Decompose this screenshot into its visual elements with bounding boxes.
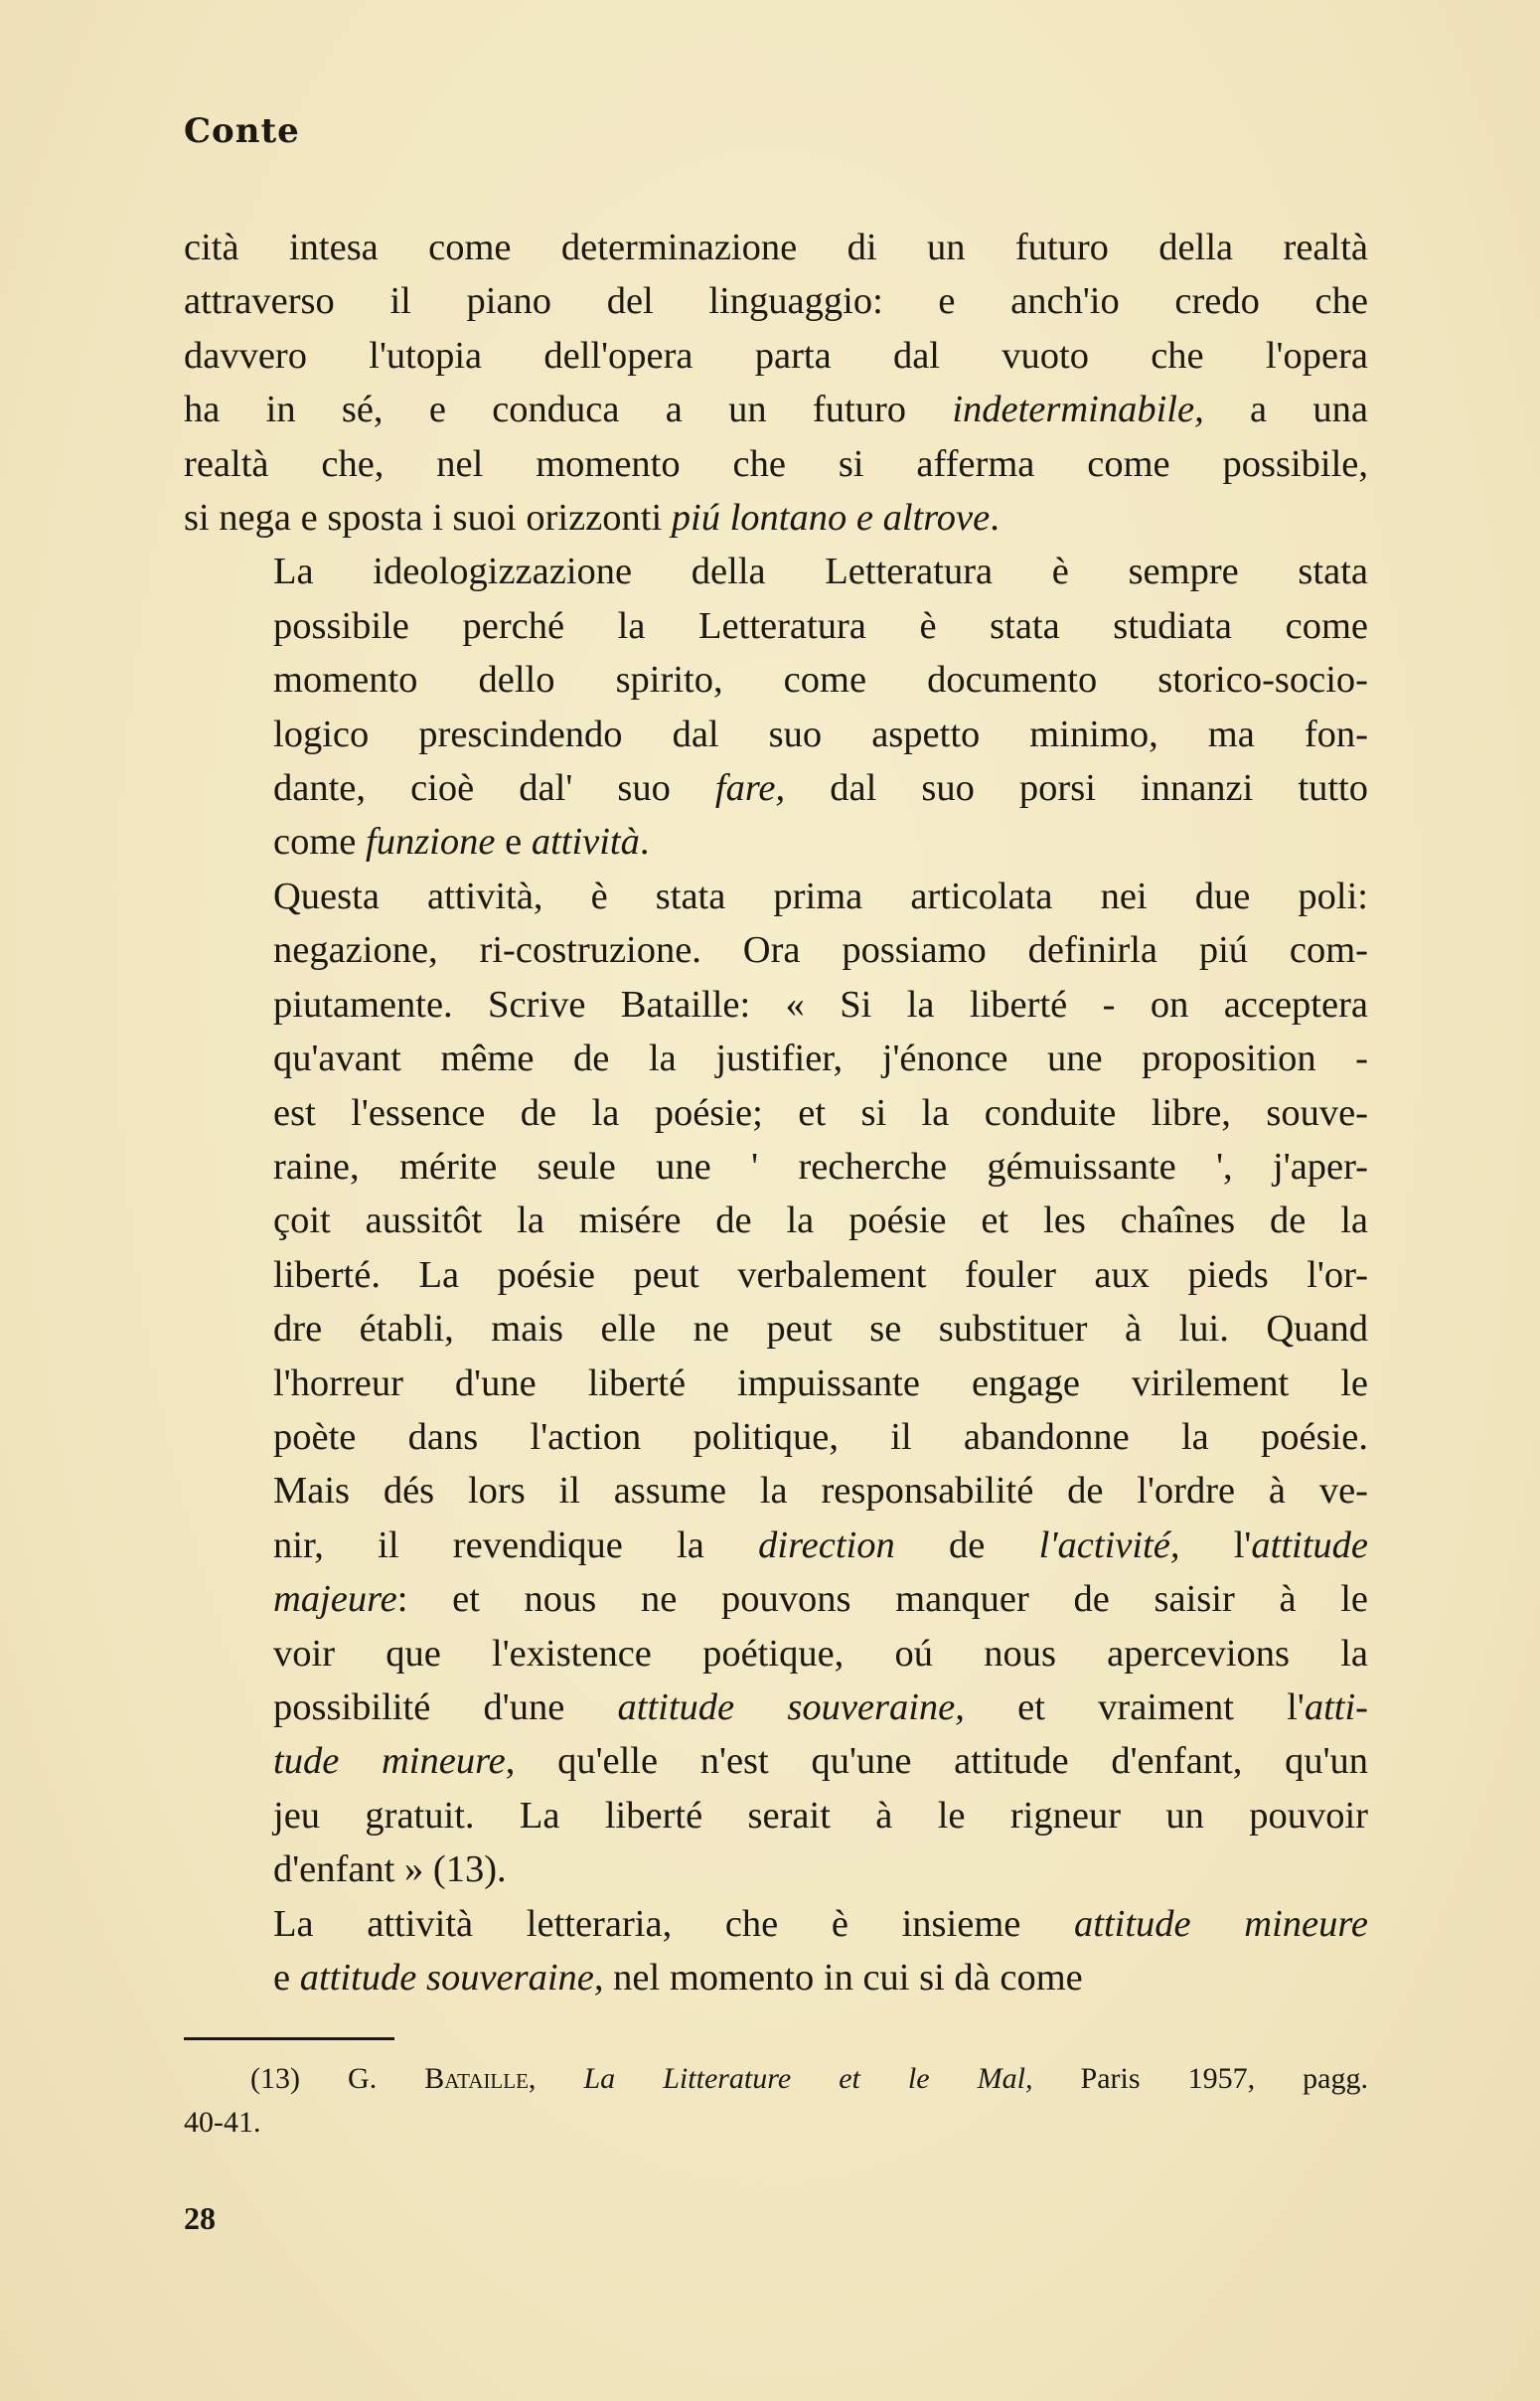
text-span: l'horreur d'une liberté impuissante engage virilement le <box>273 1361 1368 1404</box>
text-line <box>273 1572 1368 1626</box>
paragraph <box>184 221 1368 545</box>
text-line <box>273 1194 1368 1247</box>
text-span: come <box>273 821 366 864</box>
text-span: et vraiment l' <box>964 1685 1305 1728</box>
text-span: . <box>639 821 650 864</box>
italic-span: attitude souveraine, <box>299 1957 604 1999</box>
text-line <box>273 1519 1368 1572</box>
text-span: nel momento in cui si dà come <box>603 1957 1083 1999</box>
text-span: (13) G. <box>250 2062 425 2095</box>
paragraph <box>184 1897 1368 2005</box>
text-line <box>273 1681 1368 1734</box>
page-number: 28 <box>184 2200 216 2236</box>
text-span: piutamente. Scrive Bataille: « Si la liberté - on acceptera <box>273 983 1368 1026</box>
text-span: La attività letteraria, che è insieme <box>273 1902 1074 1945</box>
italic-span: La Litterature et le Mal, <box>583 2062 1033 2095</box>
paragraph <box>184 870 1368 1897</box>
text-span: a una <box>1203 389 1368 431</box>
text-line <box>273 1734 1368 1788</box>
text-line <box>184 329 1368 383</box>
text-span: l' <box>1179 1523 1252 1566</box>
text-span: . <box>990 497 1000 540</box>
text-line <box>273 1086 1368 1140</box>
text-span: dre établi, mais elle ne peut se substituer à lui. Quand <box>273 1308 1368 1351</box>
text-line <box>273 1789 1368 1842</box>
italic-span: majeure <box>273 1578 397 1621</box>
text-span: nir, il revendique la <box>273 1523 759 1566</box>
italic-span: funzione <box>366 821 496 864</box>
text-span: dal suo porsi innanzi tutto <box>785 767 1368 810</box>
text-line <box>273 815 1368 869</box>
text-span: poète dans l'action politique, il abandonne la poésie. <box>273 1415 1368 1458</box>
text-span: logico prescindendo dal suo aspetto minimo, ma fon- <box>273 713 1368 755</box>
text-span: Paris 1957, pagg. <box>1032 2062 1369 2095</box>
text-span: e <box>273 1957 300 1999</box>
text-span: : et nous ne pouvons manquer de saisir à le <box>396 1578 1368 1621</box>
text-span: voir que l'existence poétique, oú nous apercevions la <box>273 1632 1368 1675</box>
text-span: si nega e sposta i suoi orizzonti <box>184 497 672 540</box>
text-span <box>536 2062 583 2095</box>
italic-span: attività <box>531 821 640 864</box>
text-line <box>184 221 1368 274</box>
text-line <box>273 1248 1368 1302</box>
text-span: , qu'elle n'est qu'une attitude d'enfant, qu'un <box>505 1740 1369 1783</box>
text-line <box>273 1032 1368 1085</box>
text-span: 40-41. <box>184 2106 261 2139</box>
italic-span: piú lontano e altrove <box>671 497 991 540</box>
italic-span: atti- <box>1304 1685 1368 1728</box>
text-span: possibilité d'une <box>273 1685 618 1728</box>
text-line <box>184 2101 1368 2145</box>
text-line <box>184 383 1368 436</box>
text-span: negazione, ri-costruzione. Ora possiamo definirla piú com- <box>273 929 1368 972</box>
text-span: jeu gratuit. La liberté serait à le rigneur un pouvoir <box>273 1794 1368 1837</box>
text-span: momento dello spirito, come documento storico-socio- <box>273 659 1368 702</box>
text-span: liberté. La poésie peut verbalement fouler aux pieds l'or- <box>273 1253 1368 1296</box>
text-span: çoit aussitôt la misére de la poésie et les chaînes de la <box>273 1200 1368 1242</box>
text-span: possibile perché la Letteratura è stata studiata come <box>273 604 1368 647</box>
text-line <box>184 437 1368 491</box>
text-line <box>273 545 1368 598</box>
author-name: Bataille, <box>424 2062 537 2095</box>
italic-span: direction <box>758 1523 895 1566</box>
text-span: ha in sé, e conduca a un futuro <box>184 389 953 431</box>
text-line <box>273 1464 1368 1518</box>
italic-span: fare, <box>714 767 786 810</box>
text-span: raine, mérite seule une ' recherche gémuissante ', j'aper- <box>273 1145 1368 1188</box>
italic-span: l'activité, <box>1038 1523 1180 1566</box>
text-line <box>273 1410 1368 1464</box>
running-head: Conte <box>184 111 300 151</box>
text-line <box>273 653 1368 707</box>
text-line <box>273 1842 1368 1896</box>
text-line <box>184 491 1368 545</box>
text-line <box>273 923 1368 977</box>
text-span: Mais dés lors il assume la responsabilité de l'ordre à ve- <box>273 1470 1368 1513</box>
text-span: Questa attività, è stata prima articolata nei due poli: <box>273 875 1368 917</box>
text-span: dante, cioè dal' suo <box>273 767 715 810</box>
text-line <box>273 761 1368 815</box>
text-span: e <box>495 821 532 864</box>
text-span: de <box>894 1523 1039 1566</box>
italic-span: tude mineure <box>273 1740 506 1783</box>
footnote-rule <box>184 2037 394 2040</box>
text-span: La ideologizzazione della Letteratura è sempre stata <box>273 551 1368 593</box>
text-line <box>184 2057 1368 2101</box>
text-line <box>273 870 1368 923</box>
body-text <box>184 221 1368 2004</box>
text-span: est l'essence de la poésie; et si la conduite libre, souve- <box>273 1091 1368 1134</box>
text-line <box>273 1951 1368 2004</box>
text-span: qu'avant même de la justifier, j'énonce une proposition - <box>273 1038 1368 1080</box>
text-span: cità intesa come determinazione di un futuro della realtà <box>184 227 1368 268</box>
text-line <box>273 1897 1368 1951</box>
paragraph <box>184 545 1368 869</box>
italic-span: attitude <box>1251 1523 1368 1566</box>
text-line <box>273 599 1368 653</box>
text-line <box>273 1140 1368 1194</box>
text-line <box>273 1357 1368 1410</box>
italic-span: attitude souveraine, <box>617 1685 965 1728</box>
text-line <box>184 274 1368 328</box>
text-line <box>273 1627 1368 1681</box>
footnote <box>184 2057 1368 2145</box>
italic-span: indeterminabile, <box>952 389 1204 431</box>
text-span: d'enfant » (13). <box>273 1848 507 1891</box>
text-line <box>273 708 1368 761</box>
italic-span: attitude mineure <box>1074 1902 1368 1945</box>
text-span: attraverso il piano del linguaggio: e anch'io credo che <box>184 280 1368 323</box>
text-span: davvero l'utopia dell'opera parta dal vuoto che l'opera <box>184 334 1368 377</box>
text-span: realtà che, nel momento che si afferma come possibile, <box>184 442 1368 485</box>
text-line <box>273 1302 1368 1356</box>
text-line <box>273 978 1368 1032</box>
